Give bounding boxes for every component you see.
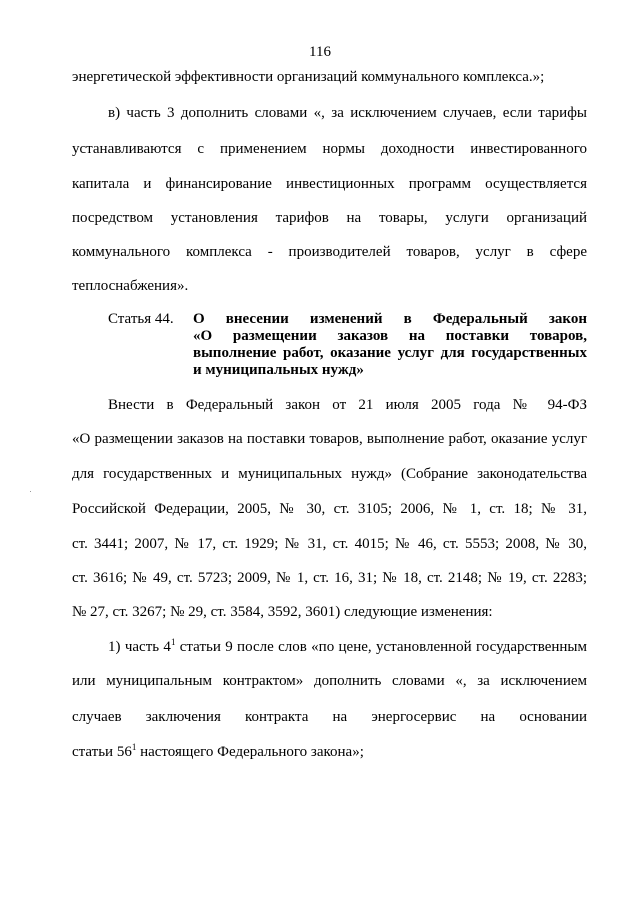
article-title-line: выполнение работ, оказание услуг для государственных — [193, 345, 587, 361]
paragraph-line: Российской Федерации, 2005, № 30, ст. 3105; 2006, № 1, ст. 18; № 31, — [72, 501, 587, 517]
paragraph-line: ст. 3616; № 49, ст. 5723; 2009, № 1, ст. 16, 31; № 18, ст. 2148; № 19, ст. 2283; — [72, 570, 587, 586]
paragraph-line: теплоснабжения». — [72, 278, 189, 294]
paragraph-line: посредством установления тарифов на товары, услуги организаций — [72, 210, 587, 226]
paragraph-line: энергетической эффективности организаций коммунального комплекса.»; — [72, 69, 545, 85]
paragraph-line: коммунального комплекса - производителей товаров, услуг в сфере — [72, 244, 587, 260]
paragraph-line: Внести в Федеральный закон от 21 июля 2005 года № 94-ФЗ — [108, 397, 587, 413]
paragraph-line: статьи $56^1$ настоящего Федерального закона»; — [72, 742, 364, 760]
article-title-line: и муниципальных нужд» — [193, 362, 364, 378]
paragraph-line: устанавливаются с применением нормы доходности инвестированного — [72, 141, 587, 157]
article-title-line: «О размещении заказов на поставки товаров, — [193, 328, 587, 344]
paragraph-line: случаев заключения контракта на энергосервис на основании — [72, 709, 587, 725]
article-title-line: О внесении изменений в Федеральный закон — [193, 311, 587, 327]
paragraph-line: № 27, ст. 3267; № 29, ст. 3584, 3592, 3601) следующие изменения: — [72, 604, 493, 620]
paragraph-line: или муниципальным контрактом» дополнить словами «, за исключением — [72, 673, 587, 689]
scan-speck — [30, 491, 31, 492]
paragraph-line: ст. 3441; 2007, № 17, ст. 1929; № 31, ст. 4015; № 46, ст. 5553; 2008, № 30, — [72, 536, 587, 552]
paragraph-line: «О размещении заказов на поставки товаров, выполнение работ, оказание услуг — [72, 431, 587, 447]
paragraph-line: 1) часть $4^1$ статьи 9 после слов «по цене, установленной государственным — [108, 637, 587, 655]
paragraph-line: в) часть 3 дополнить словами «, за исключением случаев, если тарифы — [108, 105, 587, 121]
paragraph-line: капитала и финансирование инвестиционных программ осуществляется — [72, 176, 587, 192]
paragraph-line: для государственных и муниципальных нужд» (Собрание законодательства — [72, 466, 587, 482]
article-label: Статья 44. — [108, 311, 174, 327]
page-number: 116 — [309, 44, 331, 60]
